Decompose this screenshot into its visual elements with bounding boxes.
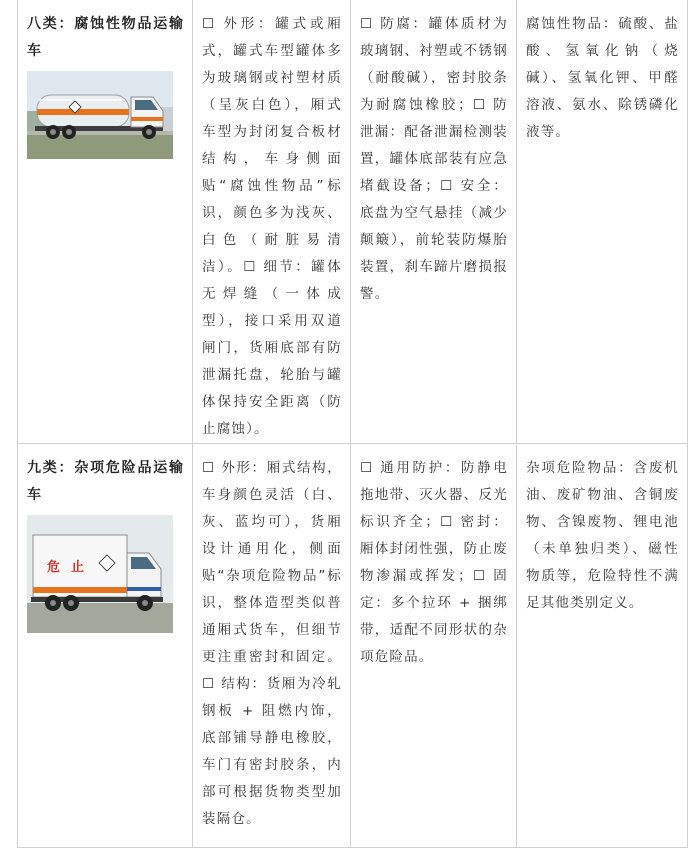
protection-text: ☐ 通用防护：防静电拖地带、灭火器、反光标识齐全；☐ 密封：厢体封闭性强，防止废物渗漏或挥发；☐ 固定：多个拉环 + 捆绑带，适配不同形状的杂项危险品。 — [360, 460, 508, 665]
goods-text: 杂项危险物品：含废机油、废矿物油、含铜废物、含镍废物、锂电池（未单独归类）、磁性物质等，危险特性不满足其他类别定义。 — [526, 460, 679, 611]
hazmat-vehicle-table — [17, 0, 688, 848]
protection-cell — [351, 444, 517, 848]
category-title: 九类：杂项危险品运输车 — [27, 460, 184, 503]
table-row — [18, 0, 688, 444]
appearance-text: ☐ 外形：厢式结构，车身颜色灵活（白、灰、蓝均可），货厢设计通用化，侧面贴“杂项危险物品”标识，整体造型类似普通厢式货车，但细节更注重密封和固定。☐ 结构：货厢为冷轧钢板 + 阻燃内饰，底部铺导静电橡胶，车门有密封胶条，内部可根据货物类型加装隔仓。 — [202, 460, 342, 827]
svg-text:止: 止 — [71, 560, 86, 575]
appearance-cell — [193, 444, 351, 848]
appearance-text: ☐ 外形：罐式或厢式，罐式车型罐体多为玻璃钢或衬塑材质（呈灰白色），厢式车型为封闭复合板材结构，车身侧面贴“腐蚀性物品”标识，颜色多为浅灰、白色（耐脏易清洁）。☐ 细节：罐体无焊缝（一体成型），接口采用双道闸门，货厢底部有防泄漏托盘，轮胎与罐体保持安全距离（防止腐蚀）。 — [202, 16, 342, 437]
goods-cell — [517, 444, 688, 848]
goods-cell — [517, 0, 688, 444]
svg-text:危: 危 — [47, 560, 62, 575]
table-row — [18, 444, 688, 848]
category-cell — [18, 0, 193, 444]
appearance-cell — [193, 0, 351, 444]
corrosive-tanker-truck-image — [27, 71, 173, 159]
misc-hazmat-box-truck-image — [27, 515, 173, 603]
protection-text: ☐ 防腐：罐体质材为玻璃钢、衬塑或不锈钢（耐酸碱），密封胶条为耐腐蚀橡胶；☐ 防泄漏：配备泄漏检测装置，罐体底部装有应急堵截设备；☐ 安全：底盘为空气悬挂（减少颠簸），前轮装防爆胎装置，刹车蹄片磨损报警。 — [360, 16, 508, 302]
protection-cell — [351, 0, 517, 444]
goods-text: 腐蚀性物品：硫酸、盐酸、氢氧化钠（烧碱）、氢氧化钾、甲醛溶液、氨水、除锈磷化液等。 — [526, 16, 679, 140]
category-title: 八类：腐蚀性物品运输车 — [27, 16, 184, 59]
category-cell — [18, 444, 193, 848]
